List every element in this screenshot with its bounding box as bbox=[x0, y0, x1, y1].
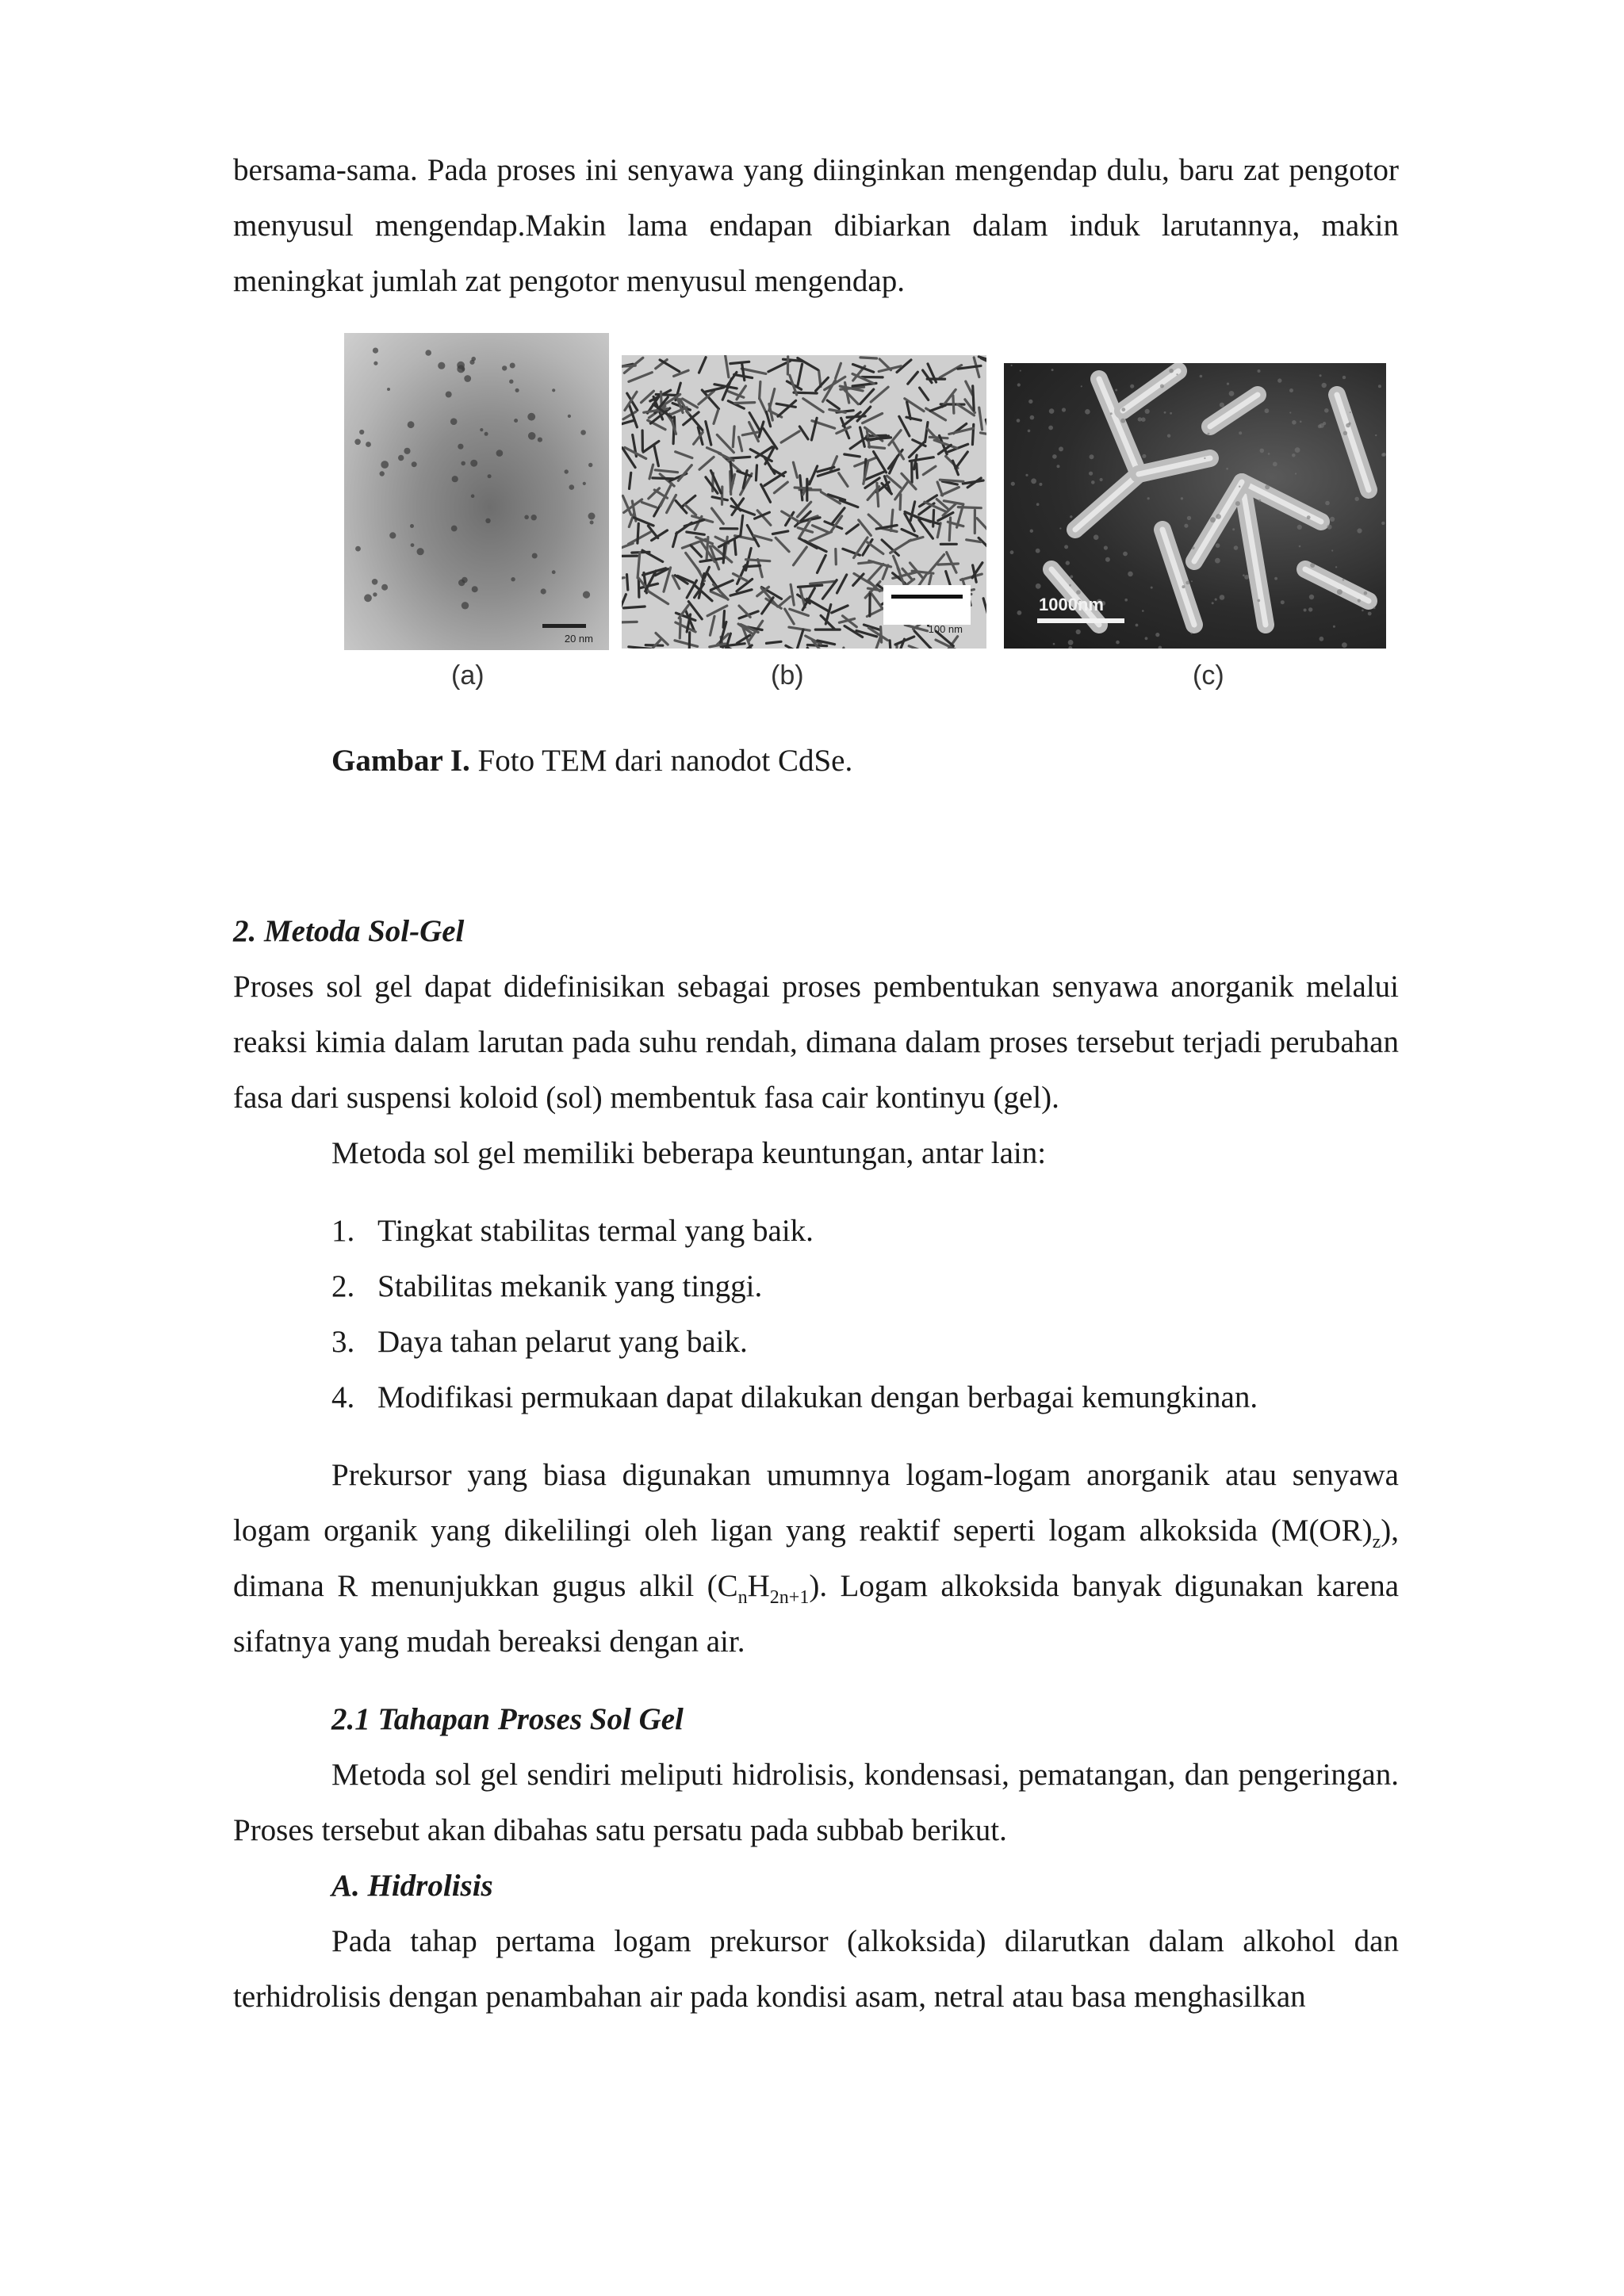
document-page bbox=[233, 143, 1399, 2025]
subscript-z: z bbox=[1372, 1531, 1381, 1552]
list-item bbox=[233, 1370, 1399, 1425]
scale-bar-a bbox=[344, 333, 609, 650]
list-item-number: 4. bbox=[331, 1380, 355, 1414]
advantages-list bbox=[233, 1203, 1399, 1425]
section-heading-sol-gel: 2. Metoda Sol-Gel bbox=[233, 914, 465, 948]
scale-bar-b bbox=[622, 355, 986, 649]
subscript-2n1: 2n+1 bbox=[769, 1586, 810, 1608]
list-item-text: Modifikasi permukaan dapat dilakukan dengan berbagai kemungkinan. bbox=[377, 1380, 1258, 1414]
panel-label-c: (c) bbox=[1193, 660, 1224, 691]
list-item-number: 3. bbox=[331, 1325, 355, 1359]
list-item-number: 1. bbox=[331, 1214, 355, 1248]
panel-label-a: (a) bbox=[451, 660, 485, 691]
panel-label-b: (b) bbox=[771, 660, 804, 691]
paragraph-sol-gel-definition: Proses sol gel dapat didefinisikan sebagai proses pembentukan senyawa anorganik melalui reaksi kimia dalam larutan pada suhu rendah, dimana dalam proses tersebut terjadi perubahan fasa dari suspensi koloid (sol) membentuk fasa cair kontinyu (gel). bbox=[233, 970, 1399, 1115]
list-item-text: Daya tahan pelarut yang baik. bbox=[377, 1325, 748, 1359]
list-item-number: 2. bbox=[331, 1269, 355, 1303]
list-item-text: Stabilitas mekanik yang tinggi. bbox=[377, 1269, 763, 1303]
list-item bbox=[233, 1259, 1399, 1314]
paragraph-advantages-intro: Metoda sol gel memiliki beberapa keuntungan, antar lain: bbox=[331, 1136, 1047, 1170]
precursor-text-3: H bbox=[747, 1569, 770, 1603]
precursor-text-2: ), dimana R menunjukkan gugus alkil (C bbox=[233, 1513, 1399, 1603]
caption-label: Gambar I. bbox=[331, 744, 470, 778]
subsection-heading-tahapan: 2.1 Tahapan Proses Sol Gel bbox=[331, 1702, 684, 1736]
list-item bbox=[233, 1203, 1399, 1259]
figure-panel-c-image bbox=[1004, 363, 1386, 649]
list-item bbox=[233, 1314, 1399, 1370]
figure-panel-a-image bbox=[344, 333, 609, 650]
figure-tem bbox=[233, 333, 1399, 733]
list-item-text: Tingkat stabilitas termal yang baik. bbox=[377, 1214, 814, 1248]
scale-label-a: 20 nm bbox=[564, 633, 593, 645]
precursor-text-4: ). Logam alkoksida banyak digunakan karena sifatnya yang mudah bereaksi dengan air. bbox=[233, 1569, 1400, 1659]
paragraph-hidrolisis: Pada tahap pertama logam prekursor (alkoksida) dilarutkan dalam alkohol dan terhidrolisis dengan penambahan air pada kondisi asam, netral atau basa menghasilkan bbox=[233, 1924, 1399, 2014]
precursor-text-1: Prekursor yang biasa digunakan umumnya logam-logam anorganik atau senyawa logam organik yang dikelilingi oleh ligan yang reaktif seperti logam alkoksida (M(OR) bbox=[233, 1458, 1399, 1548]
caption-text: Foto TEM dari nanodot CdSe. bbox=[469, 744, 853, 778]
paragraph-tahapan: Metoda sol gel sendiri meliputi hidrolisis, kondensasi, pematangan, dan pengeringan. Proses tersebut akan dibahas satu persatu pada subbab berikut. bbox=[233, 1758, 1399, 1847]
subscript-n: n bbox=[737, 1586, 748, 1608]
paragraph-top: bersama-sama. Pada proses ini senyawa yang diinginkan mengendap dulu, baru zat pengotor menyusul mengendap.Makin lama endapan dibiarkan dalam induk larutannya, makin meningkat jumlah zat pengotor menyusul mengendap. bbox=[233, 153, 1399, 298]
figure-panel-b-image bbox=[622, 355, 986, 649]
subsection-heading-hidrolisis: A. Hidrolisis bbox=[331, 1869, 493, 1903]
figure-caption bbox=[233, 733, 1399, 789]
scale-label-c: 1000nm bbox=[1039, 595, 1104, 614]
scale-label-b: 100 nm bbox=[928, 623, 963, 635]
paragraph-precursor bbox=[233, 1448, 1399, 1670]
